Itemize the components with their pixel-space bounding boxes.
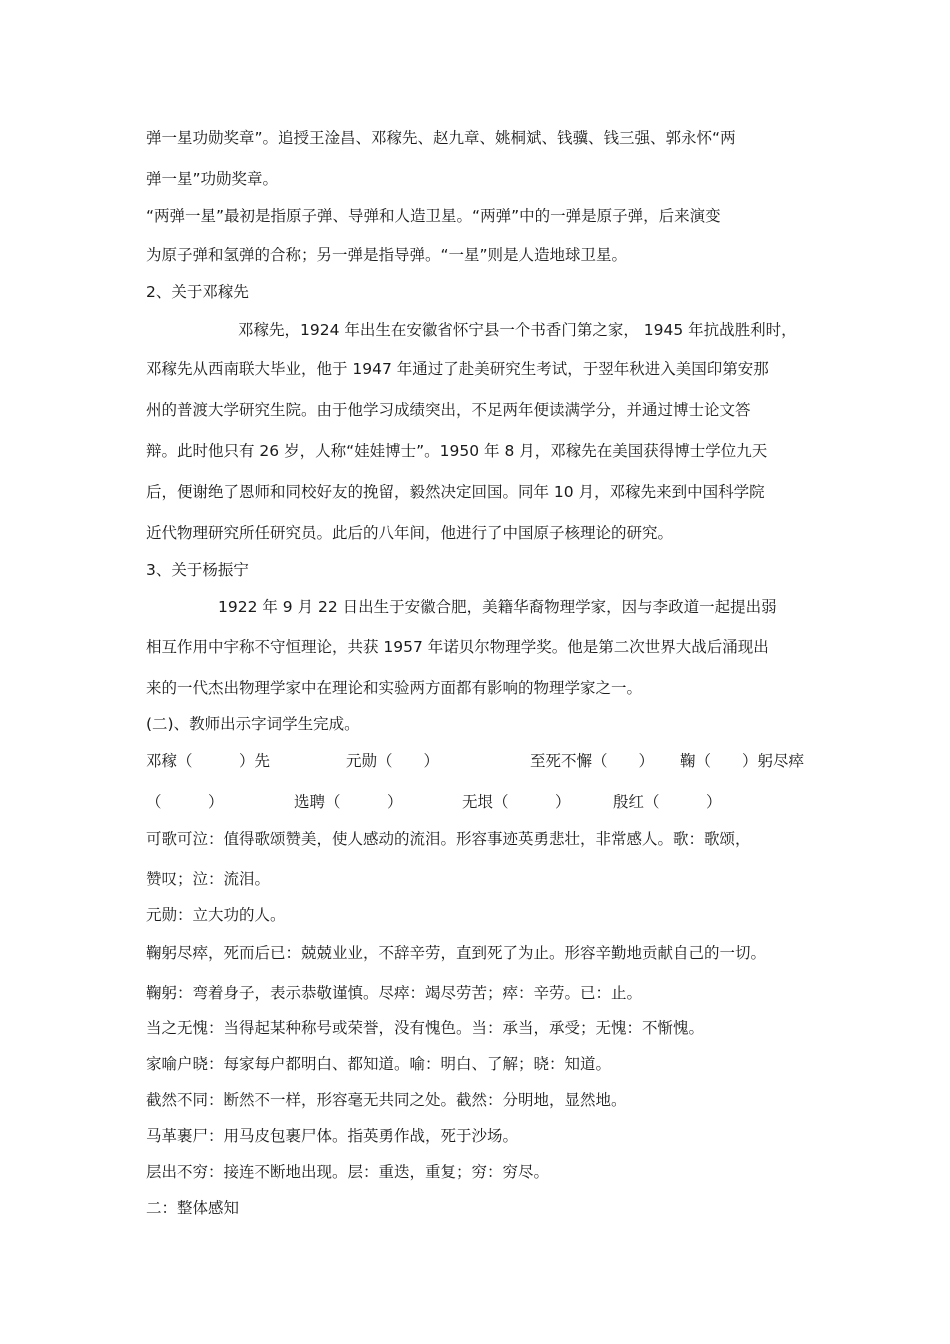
text-line: “两弹一星”最初是指原子弹、导弹和人造卫星。“两弹”中的一弹是原子弹，后来演变 bbox=[146, 207, 721, 225]
text-line: 截然不同：断然不一样，形容毫无共同之处。截然：分明地，显然地。 bbox=[146, 1091, 627, 1109]
text-line: 1922 年 9 月 22 日出生于安徽合肥，美籍华裔物理学家，因与李政道一起提出弱 bbox=[218, 598, 777, 616]
text-line: 弹一星功勋奖章”。追授王淦昌、邓稼先、赵九章、姚桐斌、钱骥、钱三强、郭永怀“两 bbox=[146, 129, 736, 147]
blank-item: 殷红（ ） bbox=[613, 793, 722, 811]
text-line: 后，便谢绝了恩师和同校好友的挽留，毅然决定回国。同年 10 月，邓稼先来到中国科学院 bbox=[146, 483, 765, 501]
section-heading: (二)、教师出示字词学生完成。 bbox=[146, 715, 360, 733]
text-line: 马革裹尸：用马皮包裹尸体。指英勇作战，死于沙场。 bbox=[146, 1127, 519, 1145]
blank-item: 选聘（ ） bbox=[294, 793, 403, 811]
text-line: 家喻户晓：每家每户都明白、都知道。喻：明白、了解；晓：知道。 bbox=[146, 1055, 612, 1073]
text-line: 鞠躬：弯着身子，表示恭敬谨慎。尽瘁：竭尽劳苦；瘁：辛劳。已：止。 bbox=[146, 984, 643, 1002]
text-line: 近代物理研究所任研究员。此后的八年间，他进行了中国原子核理论的研究。 bbox=[146, 524, 674, 542]
text-line: 来的一代杰出物理学家中在理论和实验两方面都有影响的物理学家之一。 bbox=[146, 679, 643, 697]
text-line: 元勋：立大功的人。 bbox=[146, 906, 286, 924]
section-heading: 3、关于杨振宁 bbox=[146, 561, 249, 579]
text-line: 可歌可泣：值得歌颂赞美，使人感动的流泪。形容事迹英勇悲壮，非常感人。歌：歌颂， bbox=[146, 830, 751, 848]
blank-item: 鞠（ ）躬尽瘁 bbox=[680, 752, 805, 770]
text-line: 弹一星”功勋奖章。 bbox=[146, 170, 279, 188]
blank-item: 无垠（ ） bbox=[462, 793, 571, 811]
text-line: 为原子弹和氢弹的合称；另一弹是指导弹。“一星”则是人造地球卫星。 bbox=[146, 246, 628, 264]
text-line: 邓稼先从西南联大毕业，他于 1947 年通过了赴美研究生考试，于翌年秋进入美国印第安那 bbox=[146, 360, 769, 378]
blank-item: 元勋（ ） bbox=[346, 752, 440, 770]
blank-item: （ ） bbox=[146, 793, 224, 811]
text-line: 当之无愧：当得起某种称号或荣誉，没有愧色。当：承当，承受；无愧：不惭愧。 bbox=[146, 1019, 705, 1037]
blank-item: 邓稼（ ）先 bbox=[146, 752, 271, 770]
text-line: 相互作用中宇称不守恒理论，共获 1957 年诺贝尔物理学奖。他是第二次世界大战后涌现出 bbox=[146, 638, 769, 656]
text-line: 鞠躬尽瘁，死而后已：兢兢业业，不辞辛劳，直到死了为止。形容辛勤地贡献自己的一切。 bbox=[146, 944, 767, 962]
text-line: 层出不穷：接连不断地出现。层：重迭，重复；穷：穷尽。 bbox=[146, 1163, 550, 1181]
text-line: 赞叹；泣：流泪。 bbox=[146, 870, 271, 888]
section-heading: 2、关于邓稼先 bbox=[146, 283, 249, 301]
blank-item: 至死不懈（ ） bbox=[530, 752, 655, 770]
text-line: 邓稼先，1924 年出生在安徽省怀宁县一个书香门第之家， 1945 年抗战胜利时， bbox=[238, 321, 797, 339]
text-line: 州的普渡大学研究生院。由于他学习成绩突出，不足两年便读满学分，并通过博士论文答 bbox=[146, 401, 751, 419]
text-line: 辩。此时他只有 26 岁，人称“娃娃博士”。1950 年 8 月，邓稼先在美国获得博士学位九天 bbox=[146, 442, 768, 460]
section-heading: 二：整体感知 bbox=[146, 1199, 240, 1217]
